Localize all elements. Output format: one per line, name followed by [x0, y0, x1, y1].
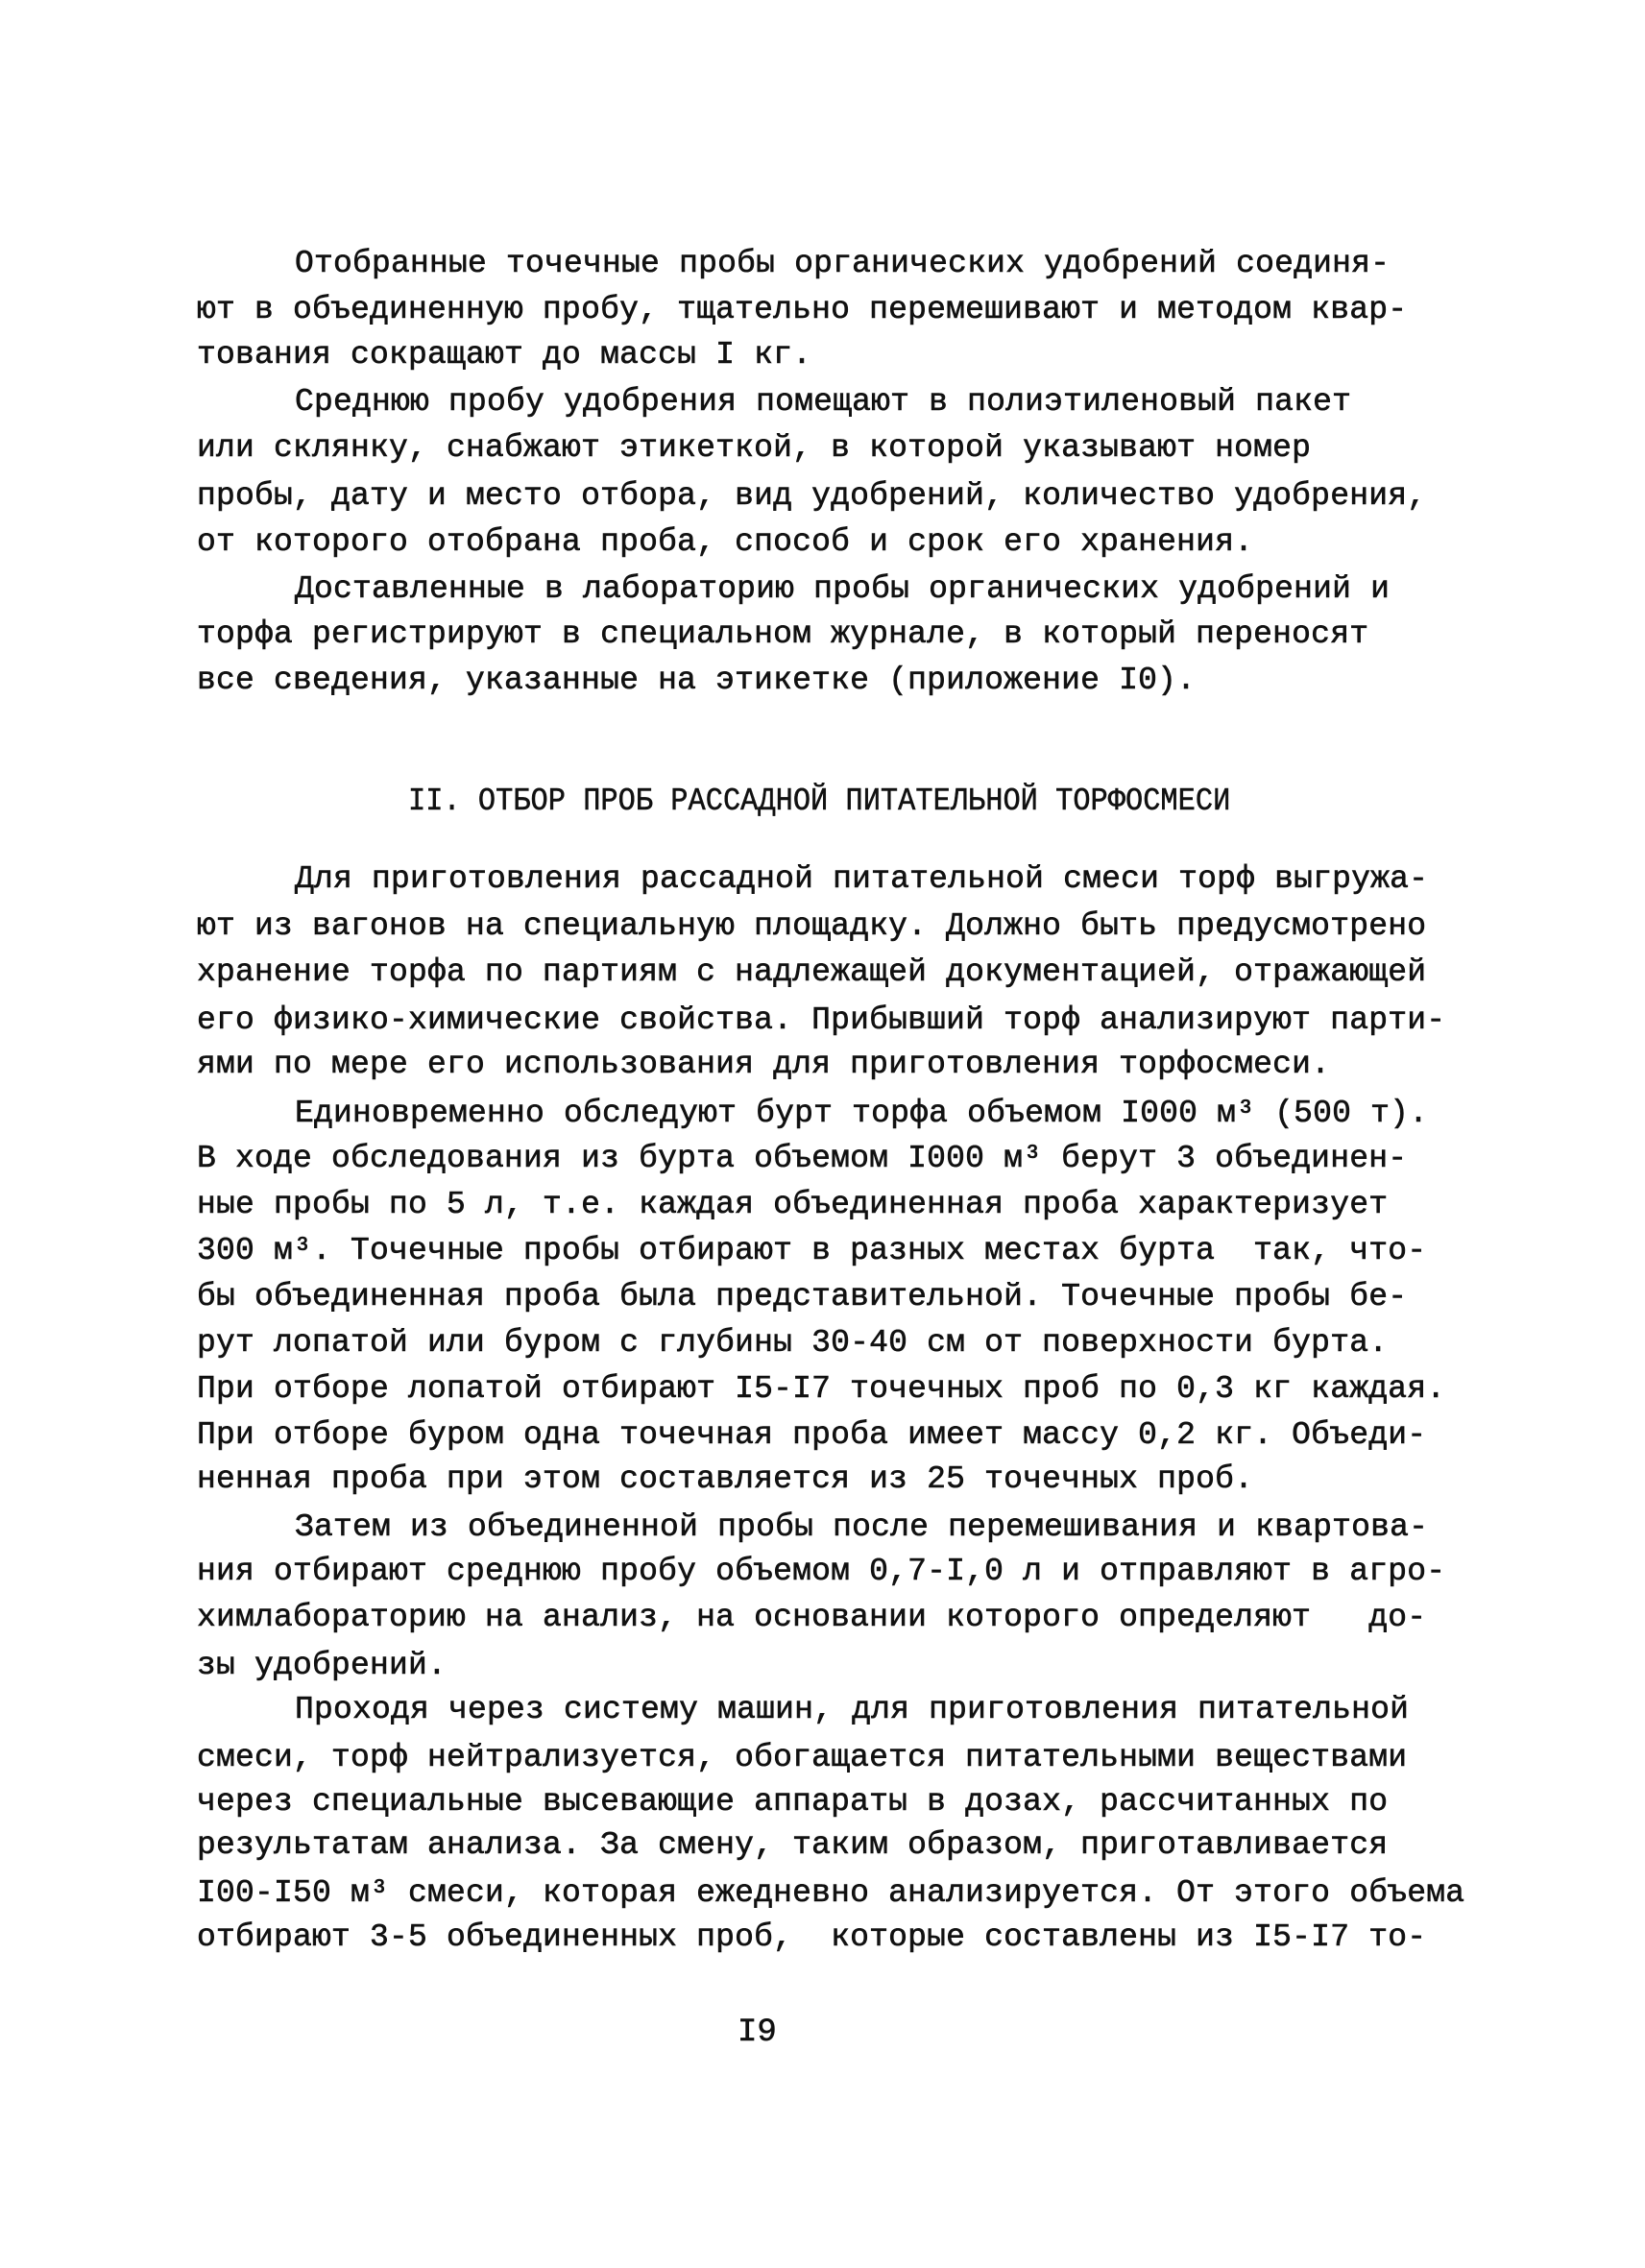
page-number: I9	[738, 2015, 777, 2051]
text-line: зы удобрений.	[197, 1648, 448, 1683]
text-line: результатам анализа. За смену, таким образом, приготавливается	[197, 1827, 1389, 1863]
text-line: все сведения, указанные на этикетке (приложение I0).	[197, 663, 1197, 698]
text-line: ями по мере его использования для приготовления торфосмеси.	[197, 1047, 1331, 1082]
text-line: смеси, торф нейтрализуется, обогащается питательными веществами	[197, 1740, 1408, 1775]
text-line: химлабораторию на анализ, на основании которого определяют до-	[197, 1600, 1427, 1635]
text-line: При отборе лопатой отбирают I5-I7 точечных проб по 0,3 кг каждая.	[197, 1371, 1446, 1407]
text-line: отбирают 3-5 объединенных проб, которые составлены из I5-I7 то-	[197, 1919, 1427, 1955]
text-line: Проходя через систему машин, для приготовления питательной	[295, 1692, 1410, 1727]
text-line: рут лопатой или буром с глубины 30-40 см от поверхности бурта.	[197, 1325, 1389, 1361]
text-line: или склянку, снабжают этикеткой, в которой указывают номер	[197, 430, 1312, 466]
text-line: ные пробы по 5 л, т.е. каждая объединенная проба характеризует	[197, 1187, 1389, 1222]
text-line: Отобранные точечные пробы органических удобрений соединя-	[295, 246, 1391, 281]
text-line: При отборе буром одна точечная проба имеет массу 0,2 кг. Объеди-	[197, 1417, 1427, 1453]
text-line: пробы, дату и место отбора, вид удобрений, количество удобрения,	[197, 478, 1427, 514]
text-line: хранение торфа по партиям с надлежащей документацией, отражающей	[197, 954, 1427, 990]
text-line: ненная проба при этом составляется из 25 точечных проб.	[197, 1461, 1254, 1497]
text-line: ют из вагонов на специальную площадку. Должно быть предусмотрено	[197, 908, 1427, 944]
text-line: Доставленные в лабораторию пробы органических удобрений и	[295, 571, 1391, 607]
text-line: через специальные высевающие аппараты в дозах, рассчитанных по	[197, 1784, 1389, 1820]
text-line: Для приготовления рассадной питательной смеси торф выгружа-	[295, 861, 1429, 897]
text-line: торфа регистрируют в специальном журнале, в который переносят	[197, 616, 1369, 652]
section-heading: II. ОТБОР ПРОБ РАССАДНОЙ ПИТАТЕЛЬНОЙ ТОРФОСМЕСИ	[408, 784, 1231, 819]
text-line: 300 м³. Точечные пробы отбирают в разных местах бурта так, что-	[197, 1233, 1427, 1268]
text-line: от которого отобрана проба, способ и срок его хранения.	[197, 524, 1254, 560]
text-line: тования сокращают до массы I кг.	[197, 337, 812, 373]
text-line: Единовременно обследуют бурт торфа объемом I000 м³ (500 т).	[295, 1096, 1429, 1131]
text-line: ния отбирают среднюю пробу объемом 0,7-I,0 л и отправляют в агро-	[197, 1554, 1446, 1589]
text-line: его физико-химические свойства. Прибывший торф анализируют парти-	[197, 1002, 1446, 1038]
text-line: ют в объединенную пробу, тщательно перемешивают и методом квар-	[197, 292, 1408, 327]
text-line: Среднюю пробу удобрения помещают в полиэтиленовый пакет	[295, 384, 1352, 420]
text-line: бы объединенная проба была представительной. Точечные пробы бе-	[197, 1279, 1408, 1315]
text-line: Затем из объединенной пробы после перемешивания и квартова-	[295, 1509, 1429, 1545]
text-line: I00-I50 м³ смеси, которая ежедневно анализируется. От этого объема	[197, 1875, 1465, 1911]
text-line: В ходе обследования из бурта объемом I000 м³ берут 3 объединен-	[197, 1141, 1408, 1176]
